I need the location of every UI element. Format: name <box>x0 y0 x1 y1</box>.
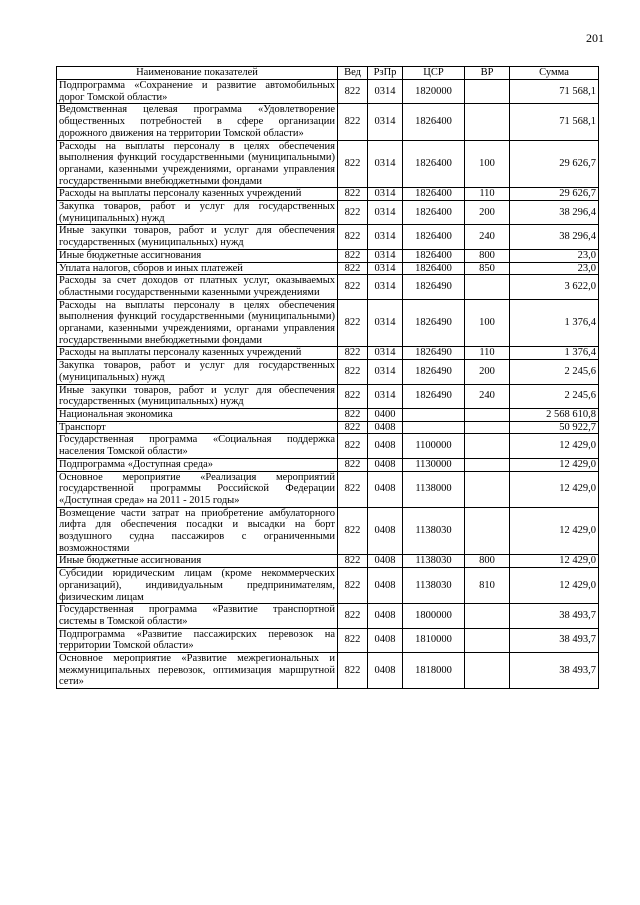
table-row <box>57 262 599 275</box>
row-sum: 23,0 <box>510 262 599 275</box>
table-row <box>57 360 599 384</box>
row-vr: 850 <box>465 262 510 275</box>
row-csr: 1826400 <box>403 262 465 275</box>
table-row <box>57 628 599 652</box>
row-rzpr: 0314 <box>368 104 403 140</box>
row-csr: 1826400 <box>403 140 465 188</box>
table-row <box>57 421 599 434</box>
row-rzpr: 0314 <box>368 249 403 262</box>
row-sum: 2 245,6 <box>510 384 599 408</box>
row-rzpr: 0314 <box>368 384 403 408</box>
row-sum: 71 568,1 <box>510 80 599 104</box>
row-name: Расходы на выплаты персоналу в целях обеспечения выполнения функций государственными (муниципальными) органами, казенными учреждениями, органами управления государственными внебюджетными фондами <box>57 299 338 347</box>
row-ved: 822 <box>338 360 368 384</box>
row-name: Основное мероприятие «Реализация мероприятий государственной программы Российской Федерации «Доступная среда» на 2011 - 2015 годы» <box>57 471 338 507</box>
table-row <box>57 568 599 604</box>
row-vr: 200 <box>465 201 510 225</box>
table-row <box>57 299 599 347</box>
row-vr <box>465 458 510 471</box>
row-vr: 800 <box>465 555 510 568</box>
row-rzpr: 0400 <box>368 408 403 421</box>
table-row <box>57 471 599 507</box>
row-sum: 29 626,7 <box>510 188 599 201</box>
table-row <box>57 80 599 104</box>
header-sum: Сумма <box>510 67 599 80</box>
row-rzpr: 0314 <box>368 299 403 347</box>
row-name: Основное мероприятие «Развитие межрегиональных и межмуниципальных перевозок, оптимизация маршрутной сети» <box>57 653 338 689</box>
row-sum: 12 429,0 <box>510 458 599 471</box>
row-sum: 12 429,0 <box>510 507 599 555</box>
row-rzpr: 0314 <box>368 188 403 201</box>
row-csr: 1138030 <box>403 568 465 604</box>
row-csr: 1810000 <box>403 628 465 652</box>
row-csr: 1826400 <box>403 249 465 262</box>
row-ved: 822 <box>338 434 368 458</box>
table-row <box>57 201 599 225</box>
row-rzpr: 0408 <box>368 555 403 568</box>
row-vr <box>465 104 510 140</box>
row-sum: 23,0 <box>510 249 599 262</box>
row-sum: 2 245,6 <box>510 360 599 384</box>
row-ved: 822 <box>338 458 368 471</box>
row-vr: 240 <box>465 225 510 249</box>
row-csr: 1820000 <box>403 80 465 104</box>
row-ved: 822 <box>338 104 368 140</box>
row-vr <box>465 507 510 555</box>
row-ved: 822 <box>338 225 368 249</box>
table-row <box>57 249 599 262</box>
row-sum: 50 922,7 <box>510 421 599 434</box>
row-name: Возмещение части затрат на приобретение амбулаторного лифта для обеспечения посадки и высадки на борт воздушного судна пассажиров с ограниченными возможностями <box>57 507 338 555</box>
row-name: Государственная программа «Социальная поддержка населения Томской области» <box>57 434 338 458</box>
row-sum: 12 429,0 <box>510 471 599 507</box>
row-csr: 1826490 <box>403 299 465 347</box>
row-csr: 1826400 <box>403 104 465 140</box>
row-vr: 800 <box>465 249 510 262</box>
row-vr <box>465 421 510 434</box>
row-ved: 822 <box>338 628 368 652</box>
table-row <box>57 104 599 140</box>
row-ved: 822 <box>338 384 368 408</box>
header-rzpr: РзПр <box>368 67 403 80</box>
row-sum: 38 296,4 <box>510 201 599 225</box>
row-vr: 100 <box>465 299 510 347</box>
row-name: Расходы на выплаты персоналу казенных учреждений <box>57 347 338 360</box>
row-sum: 12 429,0 <box>510 434 599 458</box>
row-ved: 822 <box>338 653 368 689</box>
row-rzpr: 0314 <box>368 140 403 188</box>
row-vr: 100 <box>465 140 510 188</box>
row-ved: 822 <box>338 568 368 604</box>
row-name: Расходы на выплаты персоналу в целях обеспечения выполнения функций государственными (муниципальными) органами, казенными учреждениями, органами управления государственными внебюджетными фондами <box>57 140 338 188</box>
row-csr: 1100000 <box>403 434 465 458</box>
row-ved: 822 <box>338 604 368 628</box>
row-rzpr: 0314 <box>368 225 403 249</box>
table-row <box>57 653 599 689</box>
row-name: Подпрограмма «Развитие пассажирских перевозок на территории Томской области» <box>57 628 338 652</box>
row-name: Иные бюджетные ассигнования <box>57 249 338 262</box>
row-vr <box>465 408 510 421</box>
row-ved: 822 <box>338 347 368 360</box>
row-sum: 2 568 610,8 <box>510 408 599 421</box>
row-sum: 1 376,4 <box>510 347 599 360</box>
row-name: Иные бюджетные ассигнования <box>57 555 338 568</box>
row-csr: 1826490 <box>403 384 465 408</box>
row-name: Субсидии юридическим лицам (кроме некоммерческих организаций), индивидуальным предпринимателям, физическим лицам <box>57 568 338 604</box>
row-ved: 822 <box>338 421 368 434</box>
row-csr: 1138030 <box>403 507 465 555</box>
table-row <box>57 555 599 568</box>
row-csr: 1826490 <box>403 275 465 299</box>
table-row <box>57 347 599 360</box>
row-vr: 110 <box>465 347 510 360</box>
row-vr <box>465 471 510 507</box>
row-ved: 822 <box>338 408 368 421</box>
row-ved: 822 <box>338 249 368 262</box>
row-vr <box>465 604 510 628</box>
row-csr: 1138030 <box>403 555 465 568</box>
table-row <box>57 604 599 628</box>
row-ved: 822 <box>338 275 368 299</box>
row-name: Подпрограмма «Сохранение и развитие автомобильных дорог Томской области» <box>57 80 338 104</box>
header-csr: ЦСР <box>403 67 465 80</box>
table-row <box>57 140 599 188</box>
row-vr <box>465 275 510 299</box>
row-ved: 822 <box>338 262 368 275</box>
row-csr <box>403 421 465 434</box>
row-vr: 200 <box>465 360 510 384</box>
row-rzpr: 0314 <box>368 201 403 225</box>
table-row <box>57 188 599 201</box>
row-ved: 822 <box>338 140 368 188</box>
row-vr: 810 <box>465 568 510 604</box>
row-sum: 1 376,4 <box>510 299 599 347</box>
row-csr: 1818000 <box>403 653 465 689</box>
row-csr: 1826400 <box>403 225 465 249</box>
row-sum: 12 429,0 <box>510 555 599 568</box>
row-sum: 38 296,4 <box>510 225 599 249</box>
row-rzpr: 0408 <box>368 471 403 507</box>
row-rzpr: 0314 <box>368 347 403 360</box>
row-name: Расходы на выплаты персоналу казенных учреждений <box>57 188 338 201</box>
row-vr <box>465 653 510 689</box>
row-csr: 1826490 <box>403 360 465 384</box>
row-sum: 38 493,7 <box>510 628 599 652</box>
row-rzpr: 0408 <box>368 653 403 689</box>
row-name: Иные закупки товаров, работ и услуг для обеспечения государственных (муниципальных) нужд <box>57 225 338 249</box>
row-csr: 1826400 <box>403 188 465 201</box>
row-name: Государственная программа «Развитие транспортной системы в Томской области» <box>57 604 338 628</box>
row-rzpr: 0408 <box>368 421 403 434</box>
row-name: Иные закупки товаров, работ и услуг для обеспечения государственных (муниципальных) нужд <box>57 384 338 408</box>
budget-table <box>56 66 599 689</box>
row-rzpr: 0408 <box>368 628 403 652</box>
row-ved: 822 <box>338 201 368 225</box>
row-csr: 1800000 <box>403 604 465 628</box>
row-sum: 38 493,7 <box>510 653 599 689</box>
row-vr: 240 <box>465 384 510 408</box>
row-name: Транспорт <box>57 421 338 434</box>
row-vr <box>465 628 510 652</box>
table-row <box>57 275 599 299</box>
row-csr: 1130000 <box>403 458 465 471</box>
header-name: Наименование показателей <box>57 67 338 80</box>
row-csr <box>403 408 465 421</box>
row-name: Уплата налогов, сборов и иных платежей <box>57 262 338 275</box>
row-sum: 29 626,7 <box>510 140 599 188</box>
row-sum: 12 429,0 <box>510 568 599 604</box>
table-row <box>57 408 599 421</box>
row-rzpr: 0314 <box>368 360 403 384</box>
row-vr <box>465 80 510 104</box>
row-name: Ведомственная целевая программа «Удовлетворение общественных потребностей в сфере организации дорожного движения на территории Томской области» <box>57 104 338 140</box>
row-sum: 38 493,7 <box>510 604 599 628</box>
row-rzpr: 0408 <box>368 434 403 458</box>
table-row <box>57 434 599 458</box>
row-rzpr: 0408 <box>368 458 403 471</box>
header-ved: Вед <box>338 67 368 80</box>
row-ved: 822 <box>338 507 368 555</box>
row-ved: 822 <box>338 299 368 347</box>
row-rzpr: 0314 <box>368 80 403 104</box>
row-name: Расходы за счет доходов от платных услуг, оказываемых областными государственными казенными учреждениями <box>57 275 338 299</box>
row-name: Закупка товаров, работ и услуг для государственных (муниципальных) нужд <box>57 360 338 384</box>
row-rzpr: 0408 <box>368 604 403 628</box>
table-header-row <box>57 67 599 80</box>
row-csr: 1826400 <box>403 201 465 225</box>
row-ved: 822 <box>338 188 368 201</box>
table-row <box>57 458 599 471</box>
row-rzpr: 0314 <box>368 275 403 299</box>
row-ved: 822 <box>338 80 368 104</box>
row-rzpr: 0408 <box>368 507 403 555</box>
row-name: Национальная экономика <box>57 408 338 421</box>
row-sum: 71 568,1 <box>510 104 599 140</box>
row-vr <box>465 434 510 458</box>
row-csr: 1138000 <box>403 471 465 507</box>
row-vr: 110 <box>465 188 510 201</box>
header-vr: ВР <box>465 67 510 80</box>
row-csr: 1826490 <box>403 347 465 360</box>
table-row <box>57 225 599 249</box>
table-row <box>57 384 599 408</box>
row-rzpr: 0408 <box>368 568 403 604</box>
row-rzpr: 0314 <box>368 262 403 275</box>
table-row <box>57 507 599 555</box>
row-name: Закупка товаров, работ и услуг для государственных (муниципальных) нужд <box>57 201 338 225</box>
row-sum: 3 622,0 <box>510 275 599 299</box>
row-ved: 822 <box>338 555 368 568</box>
row-ved: 822 <box>338 471 368 507</box>
table-body <box>57 80 599 689</box>
page-number: 201 <box>586 31 604 45</box>
row-name: Подпрограмма «Доступная среда» <box>57 458 338 471</box>
